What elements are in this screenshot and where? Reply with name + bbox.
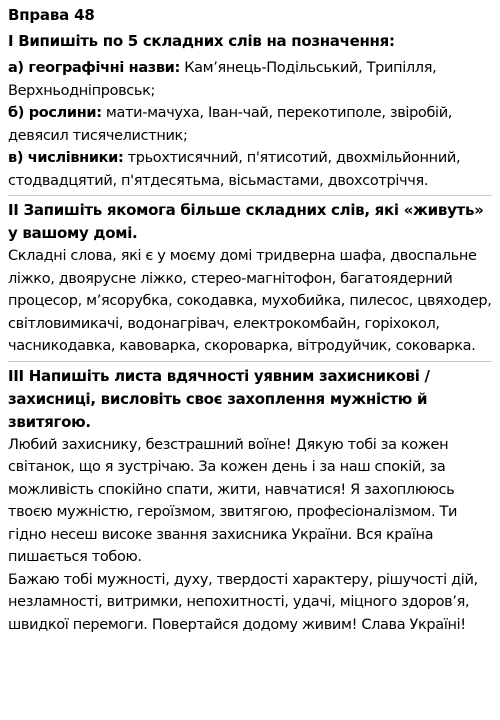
letter-paragraph-1: Любий захиснику, безстрашний воїне! Дякую тобі за кожен світанок, що я зустрічаю. За кожен день і за наш спокій, за можливість спокійно спати, жити, навчатися! Я захоплююсь твоєю мужністю, героїзмом, звитягою, професіоналізмом. Ти гідно несеш високе звання захисника України. Вся країна пишається тобою. <box>8 436 458 565</box>
item-a-text: Кам’янець-Подільський, Трипілля, Верхньодніпровськ; <box>8 60 437 99</box>
task-2-answer: Складні слова, які є у моєму домі тридверна шафа, двоспальне ліжко, двоярусне ліжко, стерео-магнітофон, багатоядерний процесор, м’ясорубка, сокодавка, мухобийка, пилесос, цвяходер, світловимикачі, водонагрівач, електрокомбайн, горіхокол, часникодавка, кавоварка, скороварка, вітродуйчик, соковарка. <box>8 248 492 354</box>
item-a-label: а) географічні назви: <box>8 60 180 76</box>
task-1-section <box>8 30 492 192</box>
task-1-item-b <box>8 102 492 147</box>
section-divider <box>8 361 492 362</box>
task-2-heading: II Запишіть якомога більше складних слів, які «живуть» у вашому домі. <box>8 201 484 242</box>
task-1-item-a <box>8 57 492 102</box>
letter-paragraph-2: Бажаю тобі мужності, духу, твердості характеру, рішучості дій, незламності, витримки, непохитності, удачі, міцного здоров’я, швидкої перемоги. Повертайся додому живим! Слава Україні! <box>8 571 478 633</box>
item-c-label: в) числівники: <box>8 150 124 166</box>
section-divider <box>8 195 492 196</box>
task-3-section <box>8 365 492 637</box>
item-b-label: б) рослини: <box>8 105 102 121</box>
item-c-text: трьохтисячний, п'ятисотий, двохмільйонний, стодвадцятий, п'ятдесятьма, вісьмастами, двохсотріччя. <box>8 150 461 189</box>
task-1-heading: I Випишіть по 5 складних слів на позначення: <box>8 32 395 50</box>
task-1-item-c <box>8 147 492 192</box>
task-2-section <box>8 199 492 358</box>
exercise-title: Вправа 48 <box>8 6 95 24</box>
item-b-text: мати-мачуха, Іван-чай, перекотиполе, звіробій, девясил тисячелистник; <box>8 105 453 144</box>
task-3-heading: III Напишіть листа вдячності уявним захисникові / захисниці, висловіть своє захоплення мужністю й звитягою. <box>8 366 430 431</box>
